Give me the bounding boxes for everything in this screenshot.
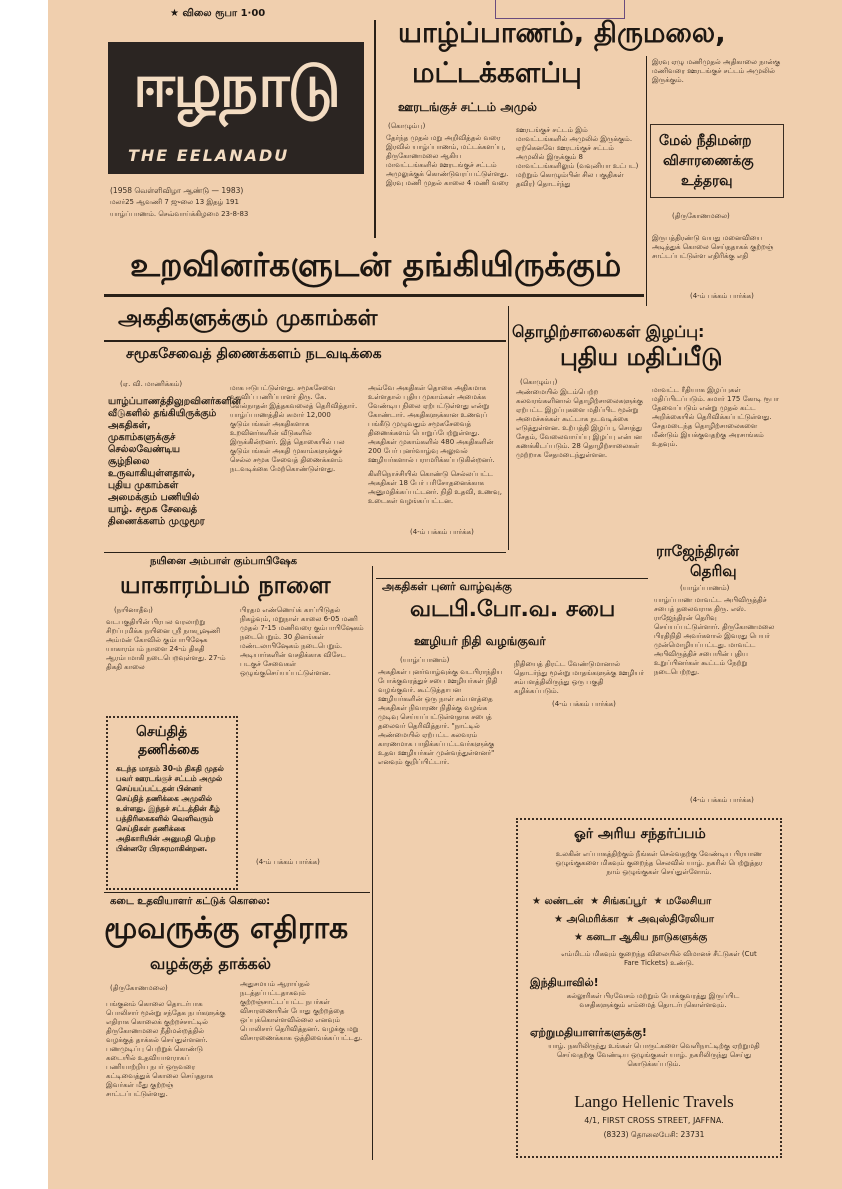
price-line: ★ விலை ரூபா 1·00 xyxy=(170,8,266,19)
company-phone: (8323) தொலைபேசி: 23731 xyxy=(603,1130,705,1139)
curfew-brief: இரவு ஏழு மணிமுதல் அதிகாலை நான்கு மணிவரை ஊரடங்குச் சட்டம் அமுலில் இருக்கும். xyxy=(652,58,781,84)
column-rule xyxy=(508,306,509,550)
destination-london: லண்டன் xyxy=(544,896,584,907)
company-name: Lango Hellenic Travels xyxy=(574,1092,734,1111)
star-icon: ★ xyxy=(574,932,587,943)
top-headline-1: யாழ்ப்பாணம், திருமலை, xyxy=(398,16,726,49)
court-body: இருபத்திரண்டு வயது மனைவியை அடித்துக் கொலை செய்ததாகக் குற்றஞ் சாட்டப்பட்டுள்ள எதிரிக்கு எதி xyxy=(652,234,774,260)
board-col-2: நிதியைத் திரட்ட வேண்டுமானால் தொடர்ந்து மூன்று மாதங்களுக்கு ஊழியர் சம்பளத்திலிருந்து ஒரு பகுதி கழிக்கப்படும். xyxy=(514,660,645,695)
star-icon: ★ xyxy=(532,896,545,907)
logo-tamil: ஈழநாடு xyxy=(133,51,339,121)
destination-america: அமெரிக்கா xyxy=(566,914,619,925)
board-col-1: அகதிகள் புனர்வாழ்வுக்கு வடபிராந்திய போக்குவரத்துச் சபை ஊழியர்கள் நிதி வழங்குவர். கூட்டுத்தாபன ஊழியர்களின் ஒரு நாள் சம்பளத்தை அகதிகள் நிவாரண நிதிக்கு வழங்க முடிவு செய்யப்பட்டுள்ளதாக சபைத் தலைவர் தெரிவித்தார். "நாட்டில் அண்மையில் ஏற்பட்ட கலவரம் காரணமாக பாதிக்கப்பட்டவர்களுக்கு உதவ ஊழியர்கள் முன்வந்துள்ளனர்" எனவும் குறிப்பிட்டார். xyxy=(378,668,503,766)
camps-lead: யாழ்ப்பாணத்திலுறவினர்களின் வீடுகளில் தங்கியிருக்கும் அகதிகள், முகாம்களுக்குச் செல்லவேண்டிய சூழ்நிலை உருவாகியுள்ளதால், புதிய முகாம்கள் அமைக்கும் பணியில் யாழ். சமூக சேவைத் திணைக்களம் முழுமூர xyxy=(108,396,241,527)
star-icon: ★ xyxy=(622,914,639,925)
censorship-title-2: தணிக்கை xyxy=(138,742,200,758)
temple-col-2: பிரதம எண்ணெய்க் காப்பிடுதல் நிகழ்வும், மறுநாள் காலை 6-05 மணி முதல் 7-15 மணிவரை கும்பாபிஷேகம் நடைபெறும். 30 தினங்கள் மண்டலாபிஷேகம் நடைபெறும். அடியார்களின் வசதிக்காக விசேட படகுச் சேவைகள் ஒழுங்குசெய்யப்பட்டுள்ளன. xyxy=(240,606,364,677)
india-body: கல்லூரிகள் பிரவேசம் மற்றும் போக்குவரத்து இருப்பிட வசதிகளுக்கும் எம்மைத் தொடர்புகொள்ளவும். xyxy=(566,992,740,1009)
court-head-3: உத்தரவு xyxy=(681,173,733,189)
section-rule xyxy=(104,552,506,553)
court-story-col-1: பங்குனம் கொலை தொடர்பாக பொலிசார் மூன்று சந்தேக நபர்களுக்கு எதிராக கொலைக் குற்றச்சாட்டில் திருகோணமலை நீதிமன்றத்தில் வழக்குத் தாக்கல் செய்துள்ளனர். பணமுடிப்பு பெற்றுக் கொண்டு கடையில் உதவியாளராகப் பணியாற்றிய நபர் ஒருவரை கட்டிவைத்துக் கொலை செய்ததாக இவர்கள் மீது குற்றஞ் சாட்டப்பட்டுள்ளது. xyxy=(106,1000,226,1098)
rajendran-head-2: தெரிவு xyxy=(690,562,737,580)
board-dateline: (யாழ்ப்பாணம்) xyxy=(400,656,450,664)
board-headline: வடபி.போ.வ. சபை xyxy=(410,597,616,622)
factories-col-1: அண்மையில் இடம்பெற்ற கலவரங்களினால் தொழிற்சாலைகளுக்கு ஏற்பட்ட இழப்புகளை மதிப்பிட மூன்று அமைச்சுக்கள் கூட்டாக நடவடிக்கை எடுத்துள்ளன. உற்பத்தி இழப்பு, சொத்து சேதம், வேலைவாய்ப்பு இழப்பு என்பன கணக்கிடப்படும். 28 தொழிற்சாலைகள் முற்றாக சேதமடைந்துள்ளன. xyxy=(516,388,643,459)
cheap-tickets: எம்மிடம் மிகவும் குறைந்த விலையில் விமானச் சீட்டுகள் (Cut Fare Tickets) உண்டு. xyxy=(561,950,757,967)
court-story-col-2: அதுசமயம் ஆராய்தல் நடத்தப்பட்டதாகவும் குற்றஞ்சாட்டப்பட்ட நபர்கள் விசாரணையின் போது குற்றத்தை ஒப்புக்கொள்ளவில்லை எனவும் பொலிசார் தெரிவித்தனர். வழக்கு மறு விசாரணைக்காக ஒத்திவைக்கப்பட்டது. xyxy=(240,980,363,1042)
star-icon: ★ xyxy=(554,914,567,925)
destination-australia: அவுஸ்திரேலியா xyxy=(638,914,714,925)
court-story-headline: மூவருக்கு எதிராக xyxy=(104,911,349,946)
section-rule xyxy=(104,892,370,893)
logo-english: THE EELANADU xyxy=(128,146,290,165)
camps-headline-1: உறவினர்களுடன் தங்கியிருக்கும் xyxy=(130,245,622,284)
factories-col-2: மாவட்ட ரீதியாக இழப்புகள் மதிப்பிடப்படும். சுமார் 175 கோடி ரூபா தேவைப்படும் என்று முதல் கட்ட அறிக்கையில் தெரிவிக்கப்பட்டுள்ளது. சேதமடைந்த தொழிற்சாலைகளை மீண்டும் இயக்குவதற்கு அரசாங்கம் உதவும். xyxy=(652,386,779,448)
court-cont: (4-ம் பக்கம் பார்க்க) xyxy=(690,292,754,300)
company-address: 4/1, FIRST CROSS STREET, JAFFNA. xyxy=(584,1116,724,1125)
court-head-2: விசாரணைக்கு xyxy=(663,153,754,169)
temple-col-1: வடபகுதியின் பிரபல வரலாற்று சிறப்புமிக்க நயினை ஸ்ரீ நாகபூஷணி அம்மன் கோவில் கும்பாபிஷேக யாகாரம்பம் நாளை 24-ம் திகதி ஆரம்பமாகி நடைபெறவுள்ளது. 27-ம் திகதி காலை xyxy=(106,618,226,671)
column-rule xyxy=(374,20,376,238)
board-kicker: அகதிகள் புனர் வாழ்வுக்கு xyxy=(382,580,512,593)
advert-title: ஓர் அரிய சந்தர்ப்பம் xyxy=(574,826,706,842)
column-rule xyxy=(372,566,373,1160)
camps-headline-2: அகதிகளுக்கும் முகாம்கள் xyxy=(118,306,378,331)
destinations-row-3 xyxy=(574,932,774,944)
camps-cont: (4-ம் பக்கம் பார்க்க) xyxy=(410,528,474,536)
headline-rule xyxy=(104,294,644,297)
top-headline-2: மட்டக்களப்பு xyxy=(412,56,582,89)
board-cont: (4-ம் பக்கம் பார்க்க) xyxy=(552,700,616,708)
temple-dateline: (நயினாதீவு) xyxy=(114,606,153,614)
masthead-logo xyxy=(108,42,364,174)
temple-headline: யாகாரம்பம் நாளை xyxy=(120,571,331,599)
camps-col-2: மாக ஈடுபட்டுள்ளது. சமூகசேவை உதவிப் பணிப்பாளர் திரு. கே. வேல்நாதன் இத்தகவலைத் தெரிவித்தார். யாழ்ப்பாணத்தில் சுமார் 12,000 குடும்பங்கள் அகதிகளாக உறவினர்களின் வீடுகளில் இருக்கின்றனர். இத் தொகையில் பல குடும்பங்கள் அகதி முகாம்களுக்குச் செல்ல சமூக சேவைத் திணைக்களம் நடவடிக்கை மேற்கொண்டுள்ளது. xyxy=(230,384,358,473)
destination-singapore: சிங்கப்பூர் xyxy=(602,896,647,907)
rajendran-cont: (4-ம் பக்கம் பார்க்க) xyxy=(690,796,754,804)
exporters-body: யாழ். நகரிலிருந்து உங்கள் பொருட்களை வெளிநாட்டிற்கு ஏற்றுமதி செய்வதற்கு வேண்டிய ஒழுங்குகள் யாழ். நகரிலிருந்து செய்து கொடுக்கப்படும். xyxy=(548,1042,760,1068)
court-story-kicker: கடை உதவியாளர் கட்டுக் கொலை: xyxy=(110,896,271,907)
censorship-box xyxy=(106,716,238,890)
top-dateline: (கொழும்பு) xyxy=(388,122,426,130)
court-story-dateline: (திருகோணமலை) xyxy=(110,984,168,992)
board-subhead: ஊழியர் நிதி வழங்குவர் xyxy=(414,634,546,648)
censorship-body: கடந்த மாதம் 30-ம் திகதி முதல் பவர் ஊரடங்குச் சட்டம் அமுல் செய்யப்பட்டதன் பின்னர் செய்தித் தணிக்கை அமுலில் உள்ளது. இந்தச் சட்டத்தின் கீழ் பத்திரிகைகளில் வெளிவரும் செய்திகள் தணிக்கை அதிகாரியின் அனுமதி பெற்ற பின்னரே பிரசுரமாகின்றன. xyxy=(116,764,224,853)
court-story-subhead: வழக்குத் தாக்கல் xyxy=(150,954,272,973)
camps-byline: (ஏ. வி. மாணிக்கம்) xyxy=(120,380,183,388)
rajendran-dateline: (யாழ்ப்பாணம்) xyxy=(680,584,730,592)
rajendran-head-1: ராஜேந்திரன் xyxy=(656,542,739,560)
top-body-left: தேர்ந்த முதல் மறு அறிவித்தல் வரை இரவில் யாழ்ப்பாணம், மட்டக்களப்பு, திருகோணமலை ஆகிய மாவட்டங்களில் ஊரடங்குச் சட்டம் அமுலுக்குக் கொண்டுவரப்பட்டுள்ளது. இரவு மணி முதல் காலை 4 மணி வரை xyxy=(386,134,509,187)
temple-kicker: நயினை அம்பாள் கும்பாபிஷேக xyxy=(150,556,298,567)
temple-cont: (4-ம் பக்கம் பார்க்க) xyxy=(256,858,320,866)
destination-canada: கனடா ஆகிய நாடுகளுக்கு xyxy=(586,932,708,943)
factories-dateline: (கொழும்பு) xyxy=(520,378,558,386)
rajendran-body: யாழ்ப்பாண மாவட்ட அபிவிருத்திச் சபைத் தலைவராக திரு. எஸ். ராஜேந்திரன் தெரிவு செய்யப்பட்டுள்ளார். திருகோணமலை பிரதிநிதி அவர்களால் இவரது பெயர் முன்மொழியப்பட்டது. மாவட்ட அபிவிருத்திச் சபையின் புதிய உறுப்பினர்கள் கூட்டம் நேற்று நடைபெற்றது. xyxy=(654,596,775,676)
factories-headline-2: புதிய மதிப்பீடு xyxy=(560,343,723,371)
destinations-row-1 xyxy=(532,896,772,908)
court-box xyxy=(650,124,784,198)
destinations-row-2 xyxy=(554,914,774,926)
headline-rule xyxy=(104,340,506,342)
star-icon: ★ xyxy=(650,896,667,907)
section-rule xyxy=(376,578,648,579)
issue-line: மலர்25 ஆவணி 7 ஜுலை 13 இதழ் 191 xyxy=(110,198,239,206)
court-dateline: (திருகோணமலை) xyxy=(672,212,730,220)
exporters-head: ஏற்றுமதியாளர்களுக்கு! xyxy=(530,1026,647,1039)
destination-malaysia: மலேசியா xyxy=(666,896,712,907)
top-subhead: ஊரடங்குச் சட்டம் அமுல் xyxy=(398,100,537,114)
travel-advert xyxy=(516,818,782,1158)
advert-intro: உலகின் எப்பாகத்திற்கும் நீங்கள் செல்வதற்கு வேண்டிய பிரயாண ஒழுங்குகளை மிகவும் குறைந்த செலவில் யாழ். நகரில் பெற்றுத்தர நாம் ஒழுங்குகள் செய்துள்ளோம். xyxy=(555,850,763,876)
court-head-1: மேல் நீதிமன்ற xyxy=(659,133,752,149)
top-body-right: ஊரடங்குச் சட்டம் இம் மாவட்டங்களில் அமுலில் இருக்கும். ஏற்கெனவே ஊரடங்குச் சட்டம் அமுலில் இருக்கும் 8 மாவட்டங்களிலும் (வவுனியா உட்பட) மற்றும் கொழும்பின் சில பகுதிகள் தவிர) தொடர்ந்து xyxy=(516,126,639,188)
india-head: இந்தியாவில்! xyxy=(530,976,599,989)
jubilee-line: (1958 வெள்ளிவிழா ஆண்டு — 1983) xyxy=(110,186,244,195)
camps-col-3: அவ்வே அகதிகள் தொகை அதிகமாக உள்ளதால் புதிய முகாம்கள் அமைக்க வேண்டிய நிலை ஏற்பட்டுள்ளது என்று கோண்டார். அகதிகளுக்கான உணவுப் பங்கீடு முழுவதும் சமூகசேவைத் திணைக்களம் பொறுப்பேற்றுள்ளது. அகதிகள் முகாம்களில் 480 அகதிகளின் 200 பேர் புனர்வாழ்வு அலுவல் ஊழியர்களால் பராமரிக்கப்படுகின்றனர். xyxy=(368,384,495,464)
camps-col-3b: கிளிநொச்சியில் கொண்டு செல்லப்பட்ட அகதிகள் 18 பேர் பரிசோதனைக்காக அனுமதிக்கப்பட்டனர். நிதி உதவி, உணவு, உடைகள் வழங்கப்பட்டன. xyxy=(368,470,502,505)
camps-subhead: சமூகசேவைத் திணைக்களம் நடவடிக்கை xyxy=(126,346,382,362)
censorship-title-1: செய்தித் xyxy=(136,724,188,740)
star-icon: ★ xyxy=(586,896,603,907)
date-line: யாழ்ப்பாணம். செவ்வாய்க்கிழமை 23-8-83 xyxy=(110,210,249,218)
factories-headline-1: தொழிற்சாலைகள் இழப்பு: xyxy=(512,322,705,341)
